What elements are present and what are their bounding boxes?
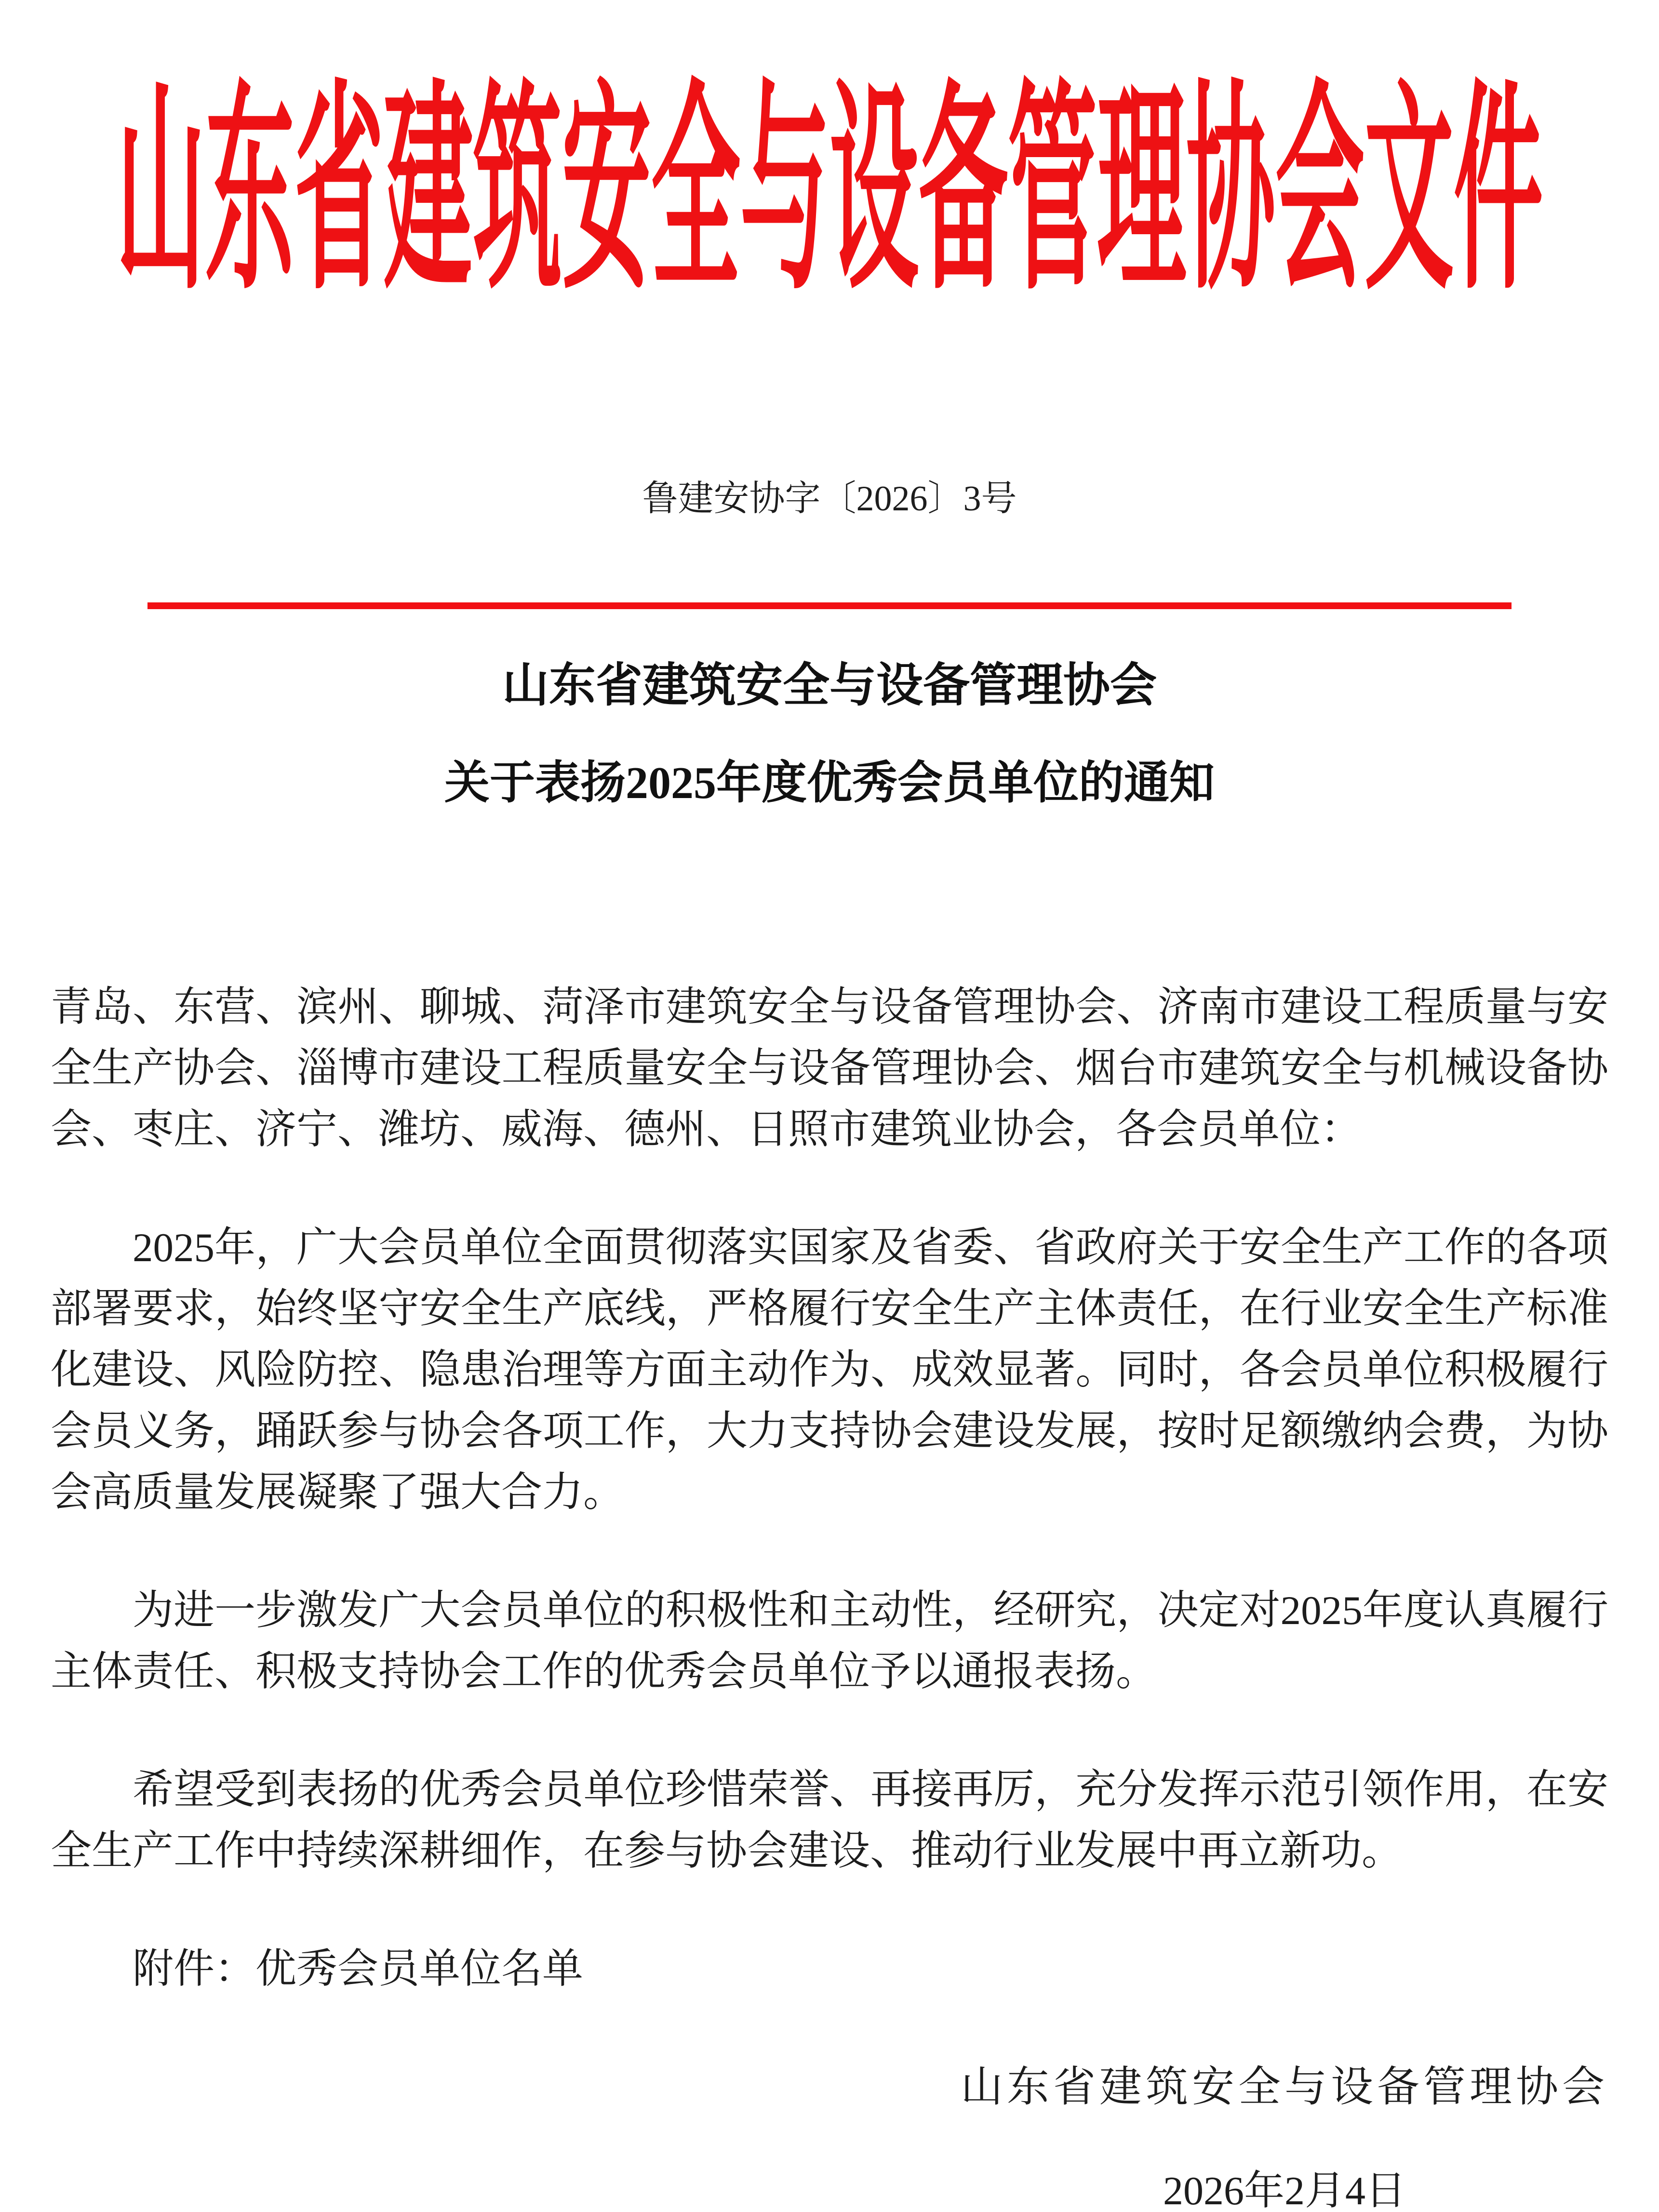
signature-organization: 山东省建筑安全与设备管理协会 xyxy=(960,2064,1608,2111)
attachment-line: 附件：优秀会员单位名单 xyxy=(133,1946,584,1992)
issuer-title-line: 山东省建筑安全与设备管理协会 xyxy=(502,660,1157,711)
salutation-paragraph: 青岛、东营、滨州、聊城、菏泽市建筑安全与设备管理协会、济南市建设工程质量与安全生产协会、淄博市建设工程质量安全与设备管理协会、烟台市建筑安全与机械设备协会、枣庄、济宁、潍坊、威海、德州、日照市建筑业协会，各会员单位： xyxy=(51,984,1608,1152)
body-paragraph-2: 为进一步激发广大会员单位的积极性和主动性，经研究，决定对2025年度认真履行主体责任、积极支持协会工作的优秀会员单位予以通报表扬。 xyxy=(51,1587,1608,1694)
signature-block xyxy=(961,2057,1608,2212)
document-number: 鲁建安协字〔2026〕3号 xyxy=(642,479,1017,519)
signature-area xyxy=(0,2057,1659,2212)
body-paragraph-3: 希望受到表扬的优秀会员单位珍惜荣誉、再接再厉，充分发挥示范引领作用，在安全生产工作中持续深耕细作，在参与协会建设、推动行业发展中再立新功。 xyxy=(51,1767,1608,1874)
red-divider-line xyxy=(147,602,1512,609)
letterhead-banner xyxy=(0,67,1659,318)
notice-title-line: 关于表扬2025年度优秀会员单位的通知 xyxy=(444,758,1215,808)
signature-date: 2026年2月4日 xyxy=(1163,2168,1406,2212)
body-paragraph-1: 2025年，广大会员单位全面贯彻落实国家及省委、省政府关于安全生产工作的各项部署要求，始终坚守安全生产底线，严格履行安全生产主体责任，在行业安全生产标准化建设、风险防控、隐患治理等方面主动作为、成效显著。同时，各会员单位积极履行会员义务，踊跃参与协会各项工作，大力支持协会建设发展，按时足额缴纳会费，为协会高质量发展凝聚了强大合力。 xyxy=(51,1225,1608,1515)
document-body xyxy=(0,977,1659,2000)
letterhead-title: 山东省建筑安全与设备管理协会文件 xyxy=(116,69,1543,317)
